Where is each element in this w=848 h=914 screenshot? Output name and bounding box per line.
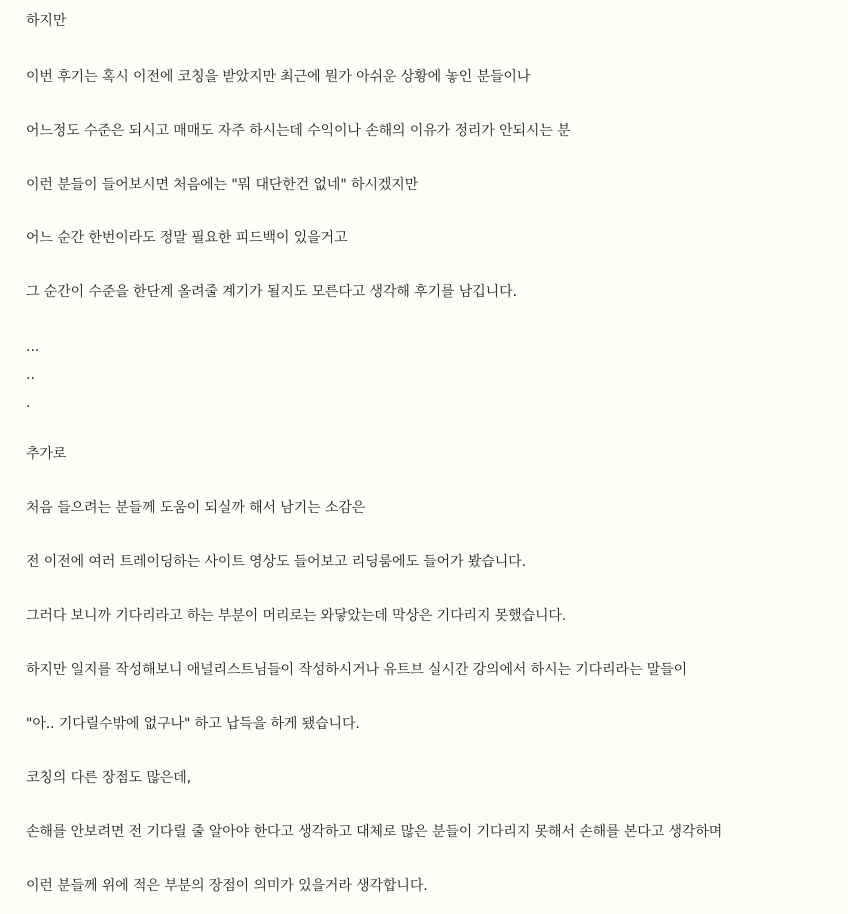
paragraph-1: 하지만 <box>26 13 67 29</box>
paragraph-5: 어느 순간 한번이라도 정말 필요한 피드백이 있을거고 <box>26 230 348 246</box>
paragraph-15: 이런 분들께 위에 적은 부분의 장점이 의미가 있을거라 생각합니다. <box>26 878 428 894</box>
paragraph-11: 하지만 일지를 작성해보니 애널리스트님들이 작성하시거나 유트브 실시간 강의에서 하시는 기다리라는 말들이 <box>26 662 688 678</box>
paragraph-10: 그러다 보니까 기다리라고 하는 부분이 머리로는 와닿았는데 막상은 기다리지 못했습니다. <box>26 608 567 624</box>
paragraph-6: 그 순간이 수준을 한단계 올려줄 계기가 될지도 모른다고 생각해 후기를 남깁니다. <box>26 284 517 300</box>
paragraph-8: 처음 들으려는 분들께 도움이 되실까 해서 남기는 소감은 <box>26 500 366 516</box>
paragraph-14: 손해를 안보려면 전 기다릴 줄 알아야 한다고 생각하고 대체로 많은 분들이 기다리지 못해서 손해를 본다고 생각하며 <box>26 824 723 840</box>
paragraph-3: 어느정도 수준은 되시고 매매도 자주 하시는데 수익이나 손해의 이유가 정리가 안되시는 분 <box>26 123 571 139</box>
paragraph-12: "아.. 기다릴수밖에 없구나" 하고 납득을 하게 됐습니다. <box>26 716 360 732</box>
paragraph-13: 코칭의 다른 장점도 많은데, <box>26 770 192 786</box>
paragraph-7: 추가로 <box>26 446 67 462</box>
paragraph-9: 전 이전에 여러 트레이딩하는 사이트 영상도 들어보고 리딩룸에도 들어가 봤습니다. <box>26 554 526 570</box>
paragraph-4: 이런 분들이 들어보시면 처음에는 "뭐 대단한건 없네" 하시겠지만 <box>26 177 419 193</box>
ellipsis-line-3: . <box>26 395 31 411</box>
ellipsis-line-1: ... <box>26 339 40 355</box>
ellipsis-line-2: .. <box>26 367 35 383</box>
paragraph-2: 이번 후기는 혹시 이전에 코칭을 받았지만 최근에 뭔가 아쉬운 상황에 놓인 분들이나 <box>26 69 531 85</box>
